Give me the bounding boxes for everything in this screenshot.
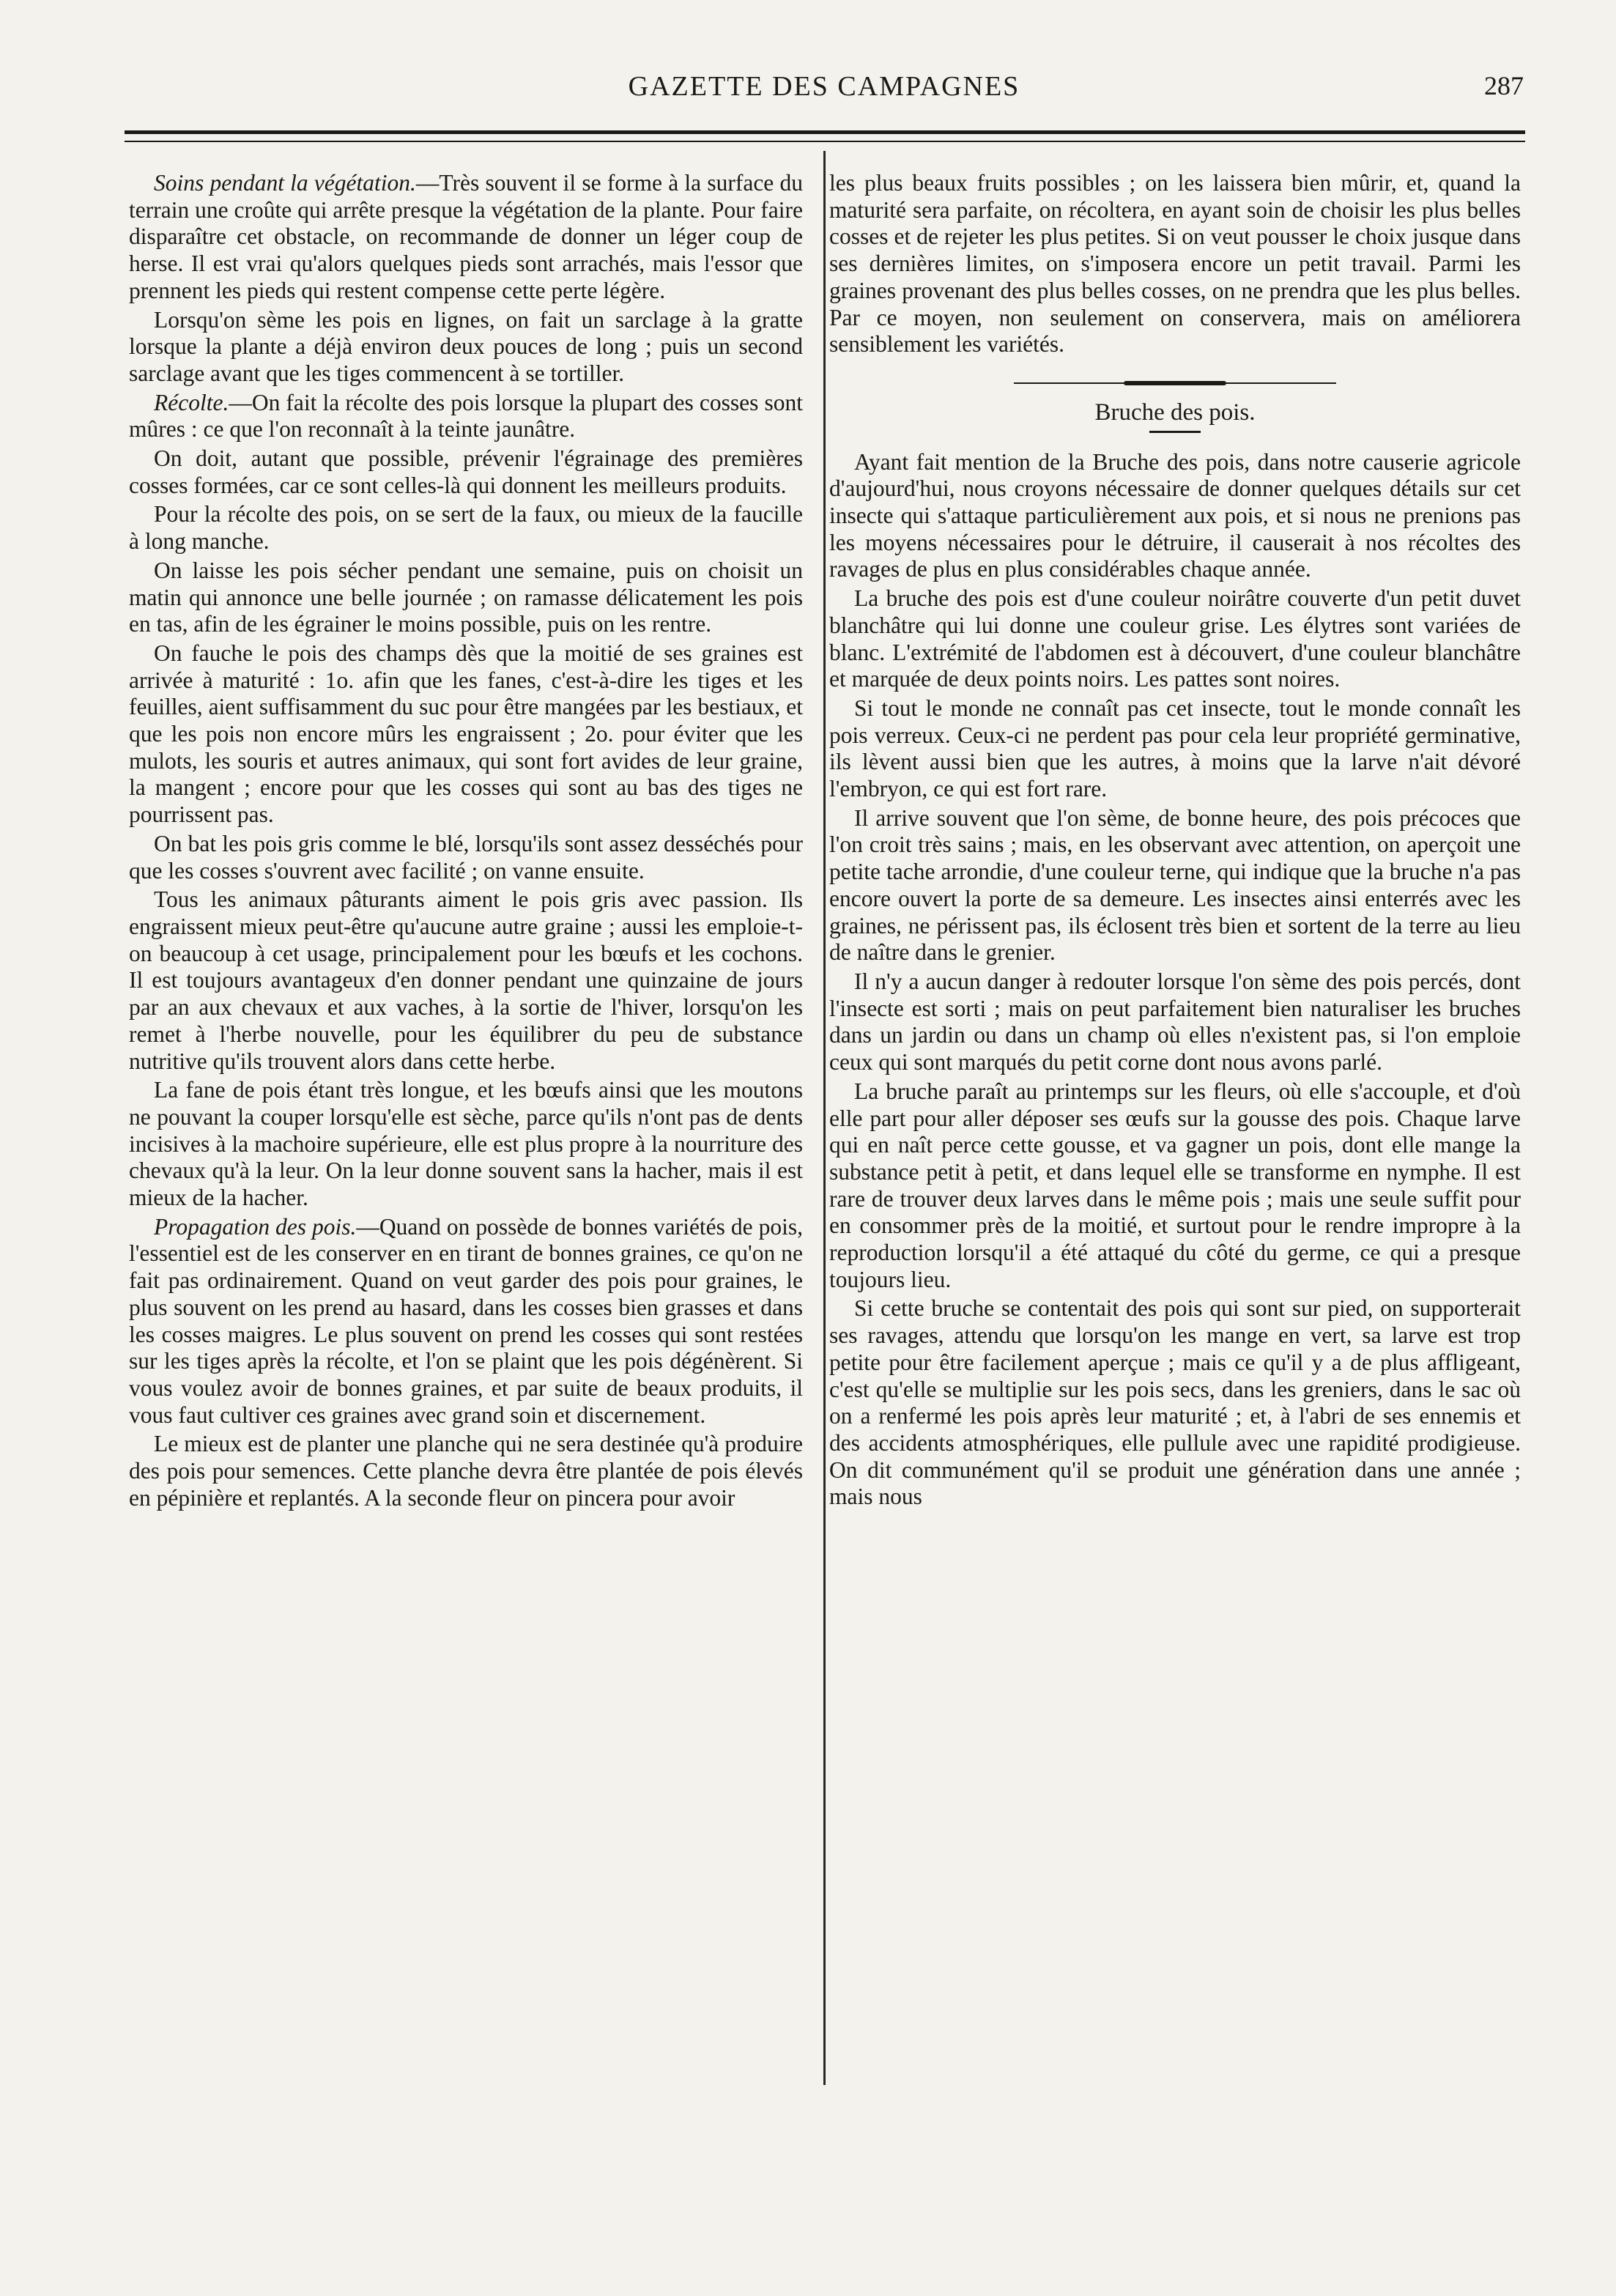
paragraph xyxy=(829,170,1521,358)
paragraph xyxy=(129,1431,803,1511)
left-column xyxy=(129,170,803,1514)
paragraph xyxy=(129,640,803,829)
paragraph-heading: Soins pendant la végétation. xyxy=(154,170,416,196)
paragraph xyxy=(129,307,803,388)
header-rule-thin xyxy=(125,141,1525,142)
right-column xyxy=(829,170,1521,1513)
section-title: Bruche des pois. xyxy=(1094,399,1256,426)
paragraph xyxy=(129,170,803,305)
paragraph xyxy=(829,805,1521,966)
paragraph-heading: Récolte. xyxy=(154,389,229,415)
paragraph xyxy=(129,390,803,443)
paragraph-text: On bat les pois gris comme le blé, lorsqu'ils sont assez desséchés pour que les cosses s'ouvrent avec facilité ; on vanne ensuite. xyxy=(129,830,803,884)
paragraph-text: La bruche paraît au printemps sur les fleurs, où elle s'accouple, et d'où elle part pour aller déposer ses œufs sur la gousse des pois. Chaque larve qui en naît perce cette gousse, et va gagner un pois, dont elle mange la substance petit à petit, et dans lequel elle se transforme en nymphe. Il est rare de trouver deux larves dans le même pois ; mais une seule suffit pour en consommer près de la moitié, et surtout pour le rendre impropre à la reproduction lorsqu'il a été attaqué du côté du germe, ce qui a presque toujours lieu. xyxy=(829,1078,1521,1292)
paragraph-text: les plus beaux fruits possibles ; on les laissera bien mûrir, et, quand la maturité sera parfaite, on récoltera, en ayant soin de choisir les plus belles cosses et de rejeter les plus petites. Si on veut pousser le choix jusque dans ses dernières limites, on s'imposera encore un petit travail. Parmi les graines provenant des plus belles cosses, on ne prendra que les plus belles. Par ce moyen, non seulement on conservera, mais on améliorera sensiblement les variétés. xyxy=(829,170,1521,358)
title-dash xyxy=(1149,431,1201,433)
paragraph xyxy=(829,449,1521,584)
paragraph-text: —Très souvent il se forme à la surface du terrain une croûte qui arrête presque la végétation de la plante. Pour faire disparaître cet obstacle, on recommande de donner un léger coup de herse. Il est vrai qu'alors quelques pieds sont arrachés, mais l'essor que prennent les pieds qui restent compense cette perte légère. xyxy=(129,170,803,303)
paragraph xyxy=(129,831,803,884)
paragraph-text: On doit, autant que possible, prévenir l'égrainage des premières cosses formées, car ce sont celles-là qui donnent les meilleurs produits. xyxy=(129,445,803,498)
section-separator xyxy=(1014,377,1336,389)
paragraph-text: Pour la récolte des pois, on se sert de la faux, ou mieux de la faucille à long manche. xyxy=(129,501,803,555)
paragraph-text: Il n'y a aucun danger à redouter lorsque l'on sème des pois percés, dont l'insecte est sorti ; mais on peut parfaitement bien naturaliser les bruches dans un jardin ou dans un champ où elles n'existent pas, si l'on emploie ceux qui sont marqués du petit corne dont nous avons parlé. xyxy=(829,968,1521,1075)
paragraph-text: La bruche des pois est d'une couleur noirâtre couverte d'un petit duvet blanchâtre qui lui donne une couleur grise. Les élytres sont variées de blanc. L'extrémité de l'abdomen est à découvert, d'une couleur blanchâtre et marquée de deux points noirs. Les pattes sont noires. xyxy=(829,585,1521,692)
paragraph xyxy=(829,1078,1521,1294)
paragraph-text: Lorsqu'on sème les pois en lignes, on fait un sarclage à la gratte lorsque la plante a déjà environ deux pouces de long ; puis un second sarclage avant que les tiges commencent à se tortiller. xyxy=(129,306,803,386)
paragraph-text: On laisse les pois sécher pendant une semaine, puis on choisit un matin qui annonce une belle journée ; on ramasse délicatement les pois en tas, afin de les égrainer le moins possible, puis on les rentre. xyxy=(129,557,803,637)
paragraph-text: —Quand on possède de bonnes variétés de pois, l'essentiel est de les conserver en en tirant de bonnes graines, ce qu'on ne fait pas ordinairement. Quand on veut garder des pois pour graines, le plus souvent on les prend au hasard, dans les cosses bien grasses et dans les cosses maigres. Le plus souvent on prend les cosses qui sont restées sur les tiges après la récolte, et l'on se plaint que les pois dégénèrent. Si vous voulez avoir de bonnes graines, et par suite de beaux produits, il vous faut cultiver ces graines avec grand soin et discernement. xyxy=(129,1213,803,1428)
paragraph-text: La fane de pois étant très longue, et les bœufs ainsi que les moutons ne pouvant la couper lorsqu'elle est sèche, parce qu'ils n'ont pas de dents incisives à la machoire supérieure, elle est plus propre à la nourriture des chevaux qu'à la leur. On la leur donne souvent sans la hacher, mais il est mieux de la hacher. xyxy=(129,1077,803,1211)
paragraph-text: Si cette bruche se contentait des pois qui sont sur pied, on supporterait ses ravages, attendu que lorsqu'on les mange en vert, sa larve est trop petite pour être facilement aperçue ; mais ce qu'il y a de plus affligeant, c'est qu'elle se multiplie sur les pois secs, dans les greniers, dans le sac où on a renfermé les pois après leur maturité ; et, à l'abri de ses ennemis et des accidents atmosphériques, elle pullule avec une rapidité prodigieuse. On dit communément qu'il se produit une génération dans une année ; mais nous xyxy=(829,1295,1521,1510)
paragraph-text: Tous les animaux pâturants aiment le pois gris avec passion. Ils engraissent mieux peut-être qu'aucune autre graine ; aussi les emploie-t-on beaucoup à cet usage, principalement pour les bœufs et les cochons. Il est toujours avantageux d'en donner pendant une quinzaine de jours par an aux chevaux et aux vaches, à la sortie de l'hiver, lorsqu'on les remet à l'herbe nouvelle, pour les équilibrer du peu de substance nutritive qu'ils trouvent alors dans cette herbe. xyxy=(129,886,803,1074)
paragraph xyxy=(829,969,1521,1076)
paragraph-text: Ayant fait mention de la Bruche des pois, dans notre causerie agricole d'aujourd'hui, nous croyons nécessaire de donner quelques détails sur cet insecte qui s'attaque particulièrement aux pois, et si nous ne prenions pas les moyens nécessaires pour le détruire, il causerait à nos récoltes des ravages de plus en plus considérables chaque année. xyxy=(829,448,1521,582)
newspaper-title: GAZETTE DES CAMPAGNES xyxy=(628,71,1020,102)
column-divider xyxy=(823,151,826,2085)
paragraph-heading: Propagation des pois. xyxy=(154,1213,357,1240)
paragraph-text: On fauche le pois des champs dès que la moitié de ses graines est arrivée à maturité : 1o. afin que les fanes, c'est-à-dire les tiges et les feuilles, aient suffisamment du suc pour être mangées par les bestiaux, et que les pois non encore mûrs les engraissent ; 2o. pour éviter que les mulots, les souris et autres animaux, qui sont fort avides de leur graine, la mangent ; encore pour que les cosses qui sont au bas des tiges ne pourrissent pas. xyxy=(129,640,803,828)
header-rule-thick xyxy=(125,130,1525,134)
paragraph xyxy=(129,1077,803,1212)
paragraph-text: Il arrive souvent que l'on sème, de bonne heure, des pois précoces que l'on croit très sains ; mais, en les observant avec attention, on aperçoit une petite tache arrondie, d'une couleur terne, qui indique que la bruche n'a pas encore ouvert la porte de sa demeure. Les insectes ainsi enterrés avec les graines, ne périssent pas, ils éclosent très bien et sortent de la terre au lieu de naître dans le grenier. xyxy=(829,804,1521,966)
paragraph-text: —On fait la récolte des pois lorsque la plupart des cosses sont mûres : ce que l'on reconnaît à la teinte jaunâtre. xyxy=(129,389,803,442)
paragraph xyxy=(129,558,803,638)
paragraph xyxy=(829,585,1521,693)
paragraph xyxy=(829,1295,1521,1511)
paragraph xyxy=(129,445,803,499)
paragraph xyxy=(829,695,1521,803)
paragraph xyxy=(129,1214,803,1429)
page-header xyxy=(125,64,1524,108)
paragraph-text: Le mieux est de planter une planche qui ne sera destinée qu'à produire des pois pour semences. Cette planche devra être plantée de pois élevés en pépinière et replantés. A la seconde fleur on pincera pour avoir xyxy=(129,1431,803,1511)
paragraph xyxy=(129,886,803,1075)
page-number: 287 xyxy=(1484,71,1524,100)
paragraph xyxy=(129,501,803,555)
paragraph-text: Si tout le monde ne connaît pas cet insecte, tout le monde connaît les pois verreux. Ceux-ci ne perdent pas pour cela leur propriété germinative, ils lèvent aussi bien que les autres, à moins que la larve n'ait dévoré l'embryon, ce qui est fort rare. xyxy=(829,695,1521,802)
